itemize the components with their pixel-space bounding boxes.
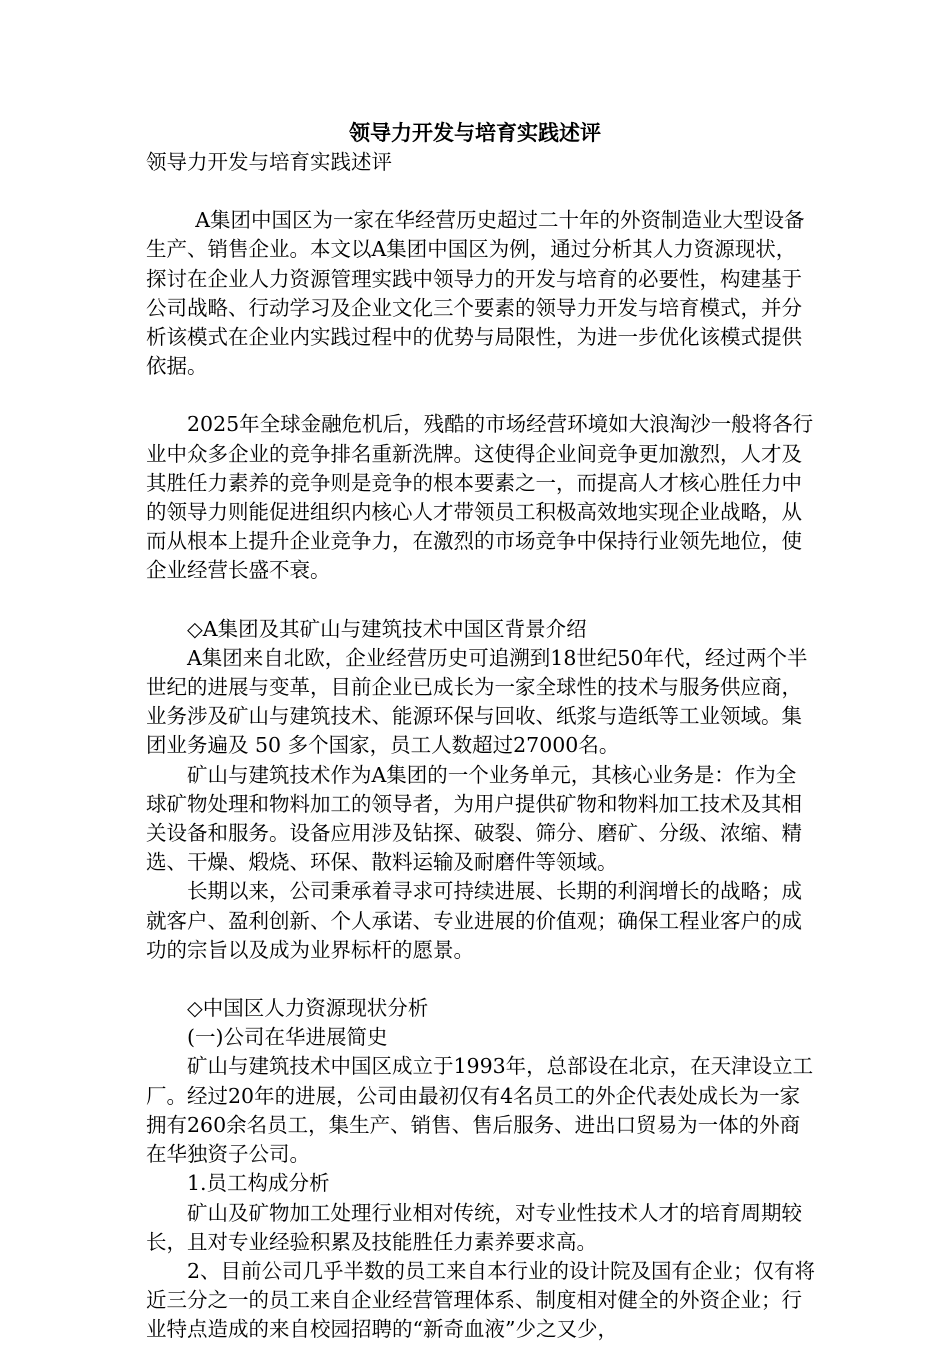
subtitle: 领导力开发与培育实践述评 bbox=[146, 150, 392, 174]
document-title: 领导力开发与培育实践述评 bbox=[349, 121, 601, 145]
section-heading-group: ◇A集团及其矿山与建筑技术中国区背景介绍 bbox=[187, 616, 587, 641]
paragraph-background: 2025年全球金融危机后，残酷的市场经营环境如大浪淘沙一般将各行业中众多企业的竞争排名重新洗牌。这使得企业间竞争更加激烈，人才及其胜任力素养的竞争则是竞争的根本要素之一，而提高人才核心胜任力中的领导力则能促进组织内核心人才带领员工积极高效地实现企业战略，从而从根本上提升企业竞争力，在激烈的市场竞争中保持行业领先地位，使企业经营长盛不衰。 bbox=[146, 412, 814, 583]
section-heading-hr: ◇中国区人力资源现状分析 bbox=[187, 996, 429, 1021]
paragraph-business-unit: 矿山与建筑技术作为A集团的一个业务单元，其核心业务是：作为全球矿物处理和物料加工的领导者，为用户提供矿物和物料加工技术及其相关设备和服务。设备应用涉及钻探、破裂、筛分、磨矿、分级、浓缩、精选、干燥、煅烧、环保、散料运输及耐磨件等领域。 bbox=[146, 762, 802, 875]
paragraph-group-intro: A集团来自北欧，企业经营历史可追溯到18世纪50年代，经过两个半世纪的进展与变革，目前企业已成长为一家全球性的技术与服务供应商，业务涉及矿山与建筑技术、能源环保与回收、纸浆与造纸等工业领域。集团业务遍及 50 多个国家，员工人数超过27000名。 bbox=[146, 645, 808, 758]
subsection-heading-history: (一)公司在华进展简史 bbox=[187, 1025, 388, 1050]
document-body bbox=[146, 148, 816, 1345]
subsection-heading-staff: 1.员工构成分析 bbox=[187, 1171, 330, 1196]
paragraph-strategy: 长期以来，公司秉承着寻求可持续进展、长期的利润增长的战略；成就客户、盈利创新、个人承诺、专业进展的价值观；确保工程业客户的成功的宗旨以及成为业界标杆的愿景。 bbox=[146, 879, 802, 962]
paragraph-staff-sources: 2、目前公司几乎半数的员工来自本行业的设计院及国有企业；仅有将近三分之一的员工来自企业经营管理体系、制度相对健全的外资企业；行业特点造成的来自校园招聘的“新奇血液”少之又少， bbox=[146, 1258, 816, 1342]
paragraph-industry: 矿山及矿物加工处理行业相对传统，对专业性技术人才的培育周期较长，且对专业经验积累及技能胜任力素养要求高。 bbox=[146, 1200, 802, 1254]
paragraph-intro: A集团中国区为一家在华经营历史超过二十年的外资制造业大型设备生产、销售企业。本文以A集团中国区为例，通过分析其人力资源现状，探讨在企业人力资源管理实践中领导力的开发与培育的必要性，构建基于公司战略、行动学习及企业文化三个要素的领导力开发与培育模式，并分析该模式在企业内实践过程中的优势与局限性，为进一步优化该模式提供依据。 bbox=[146, 208, 805, 379]
paragraph-history: 矿山与建筑技术中国区成立于1993年，总部设在北京，在天津设立工厂。经过20年的进展，公司由最初仅有4名员工的外企代表处成长为一家拥有260余名员工，集生产、销售、售后服务、进出口贸易为一体的外商在华独资子公司。 bbox=[146, 1054, 814, 1167]
